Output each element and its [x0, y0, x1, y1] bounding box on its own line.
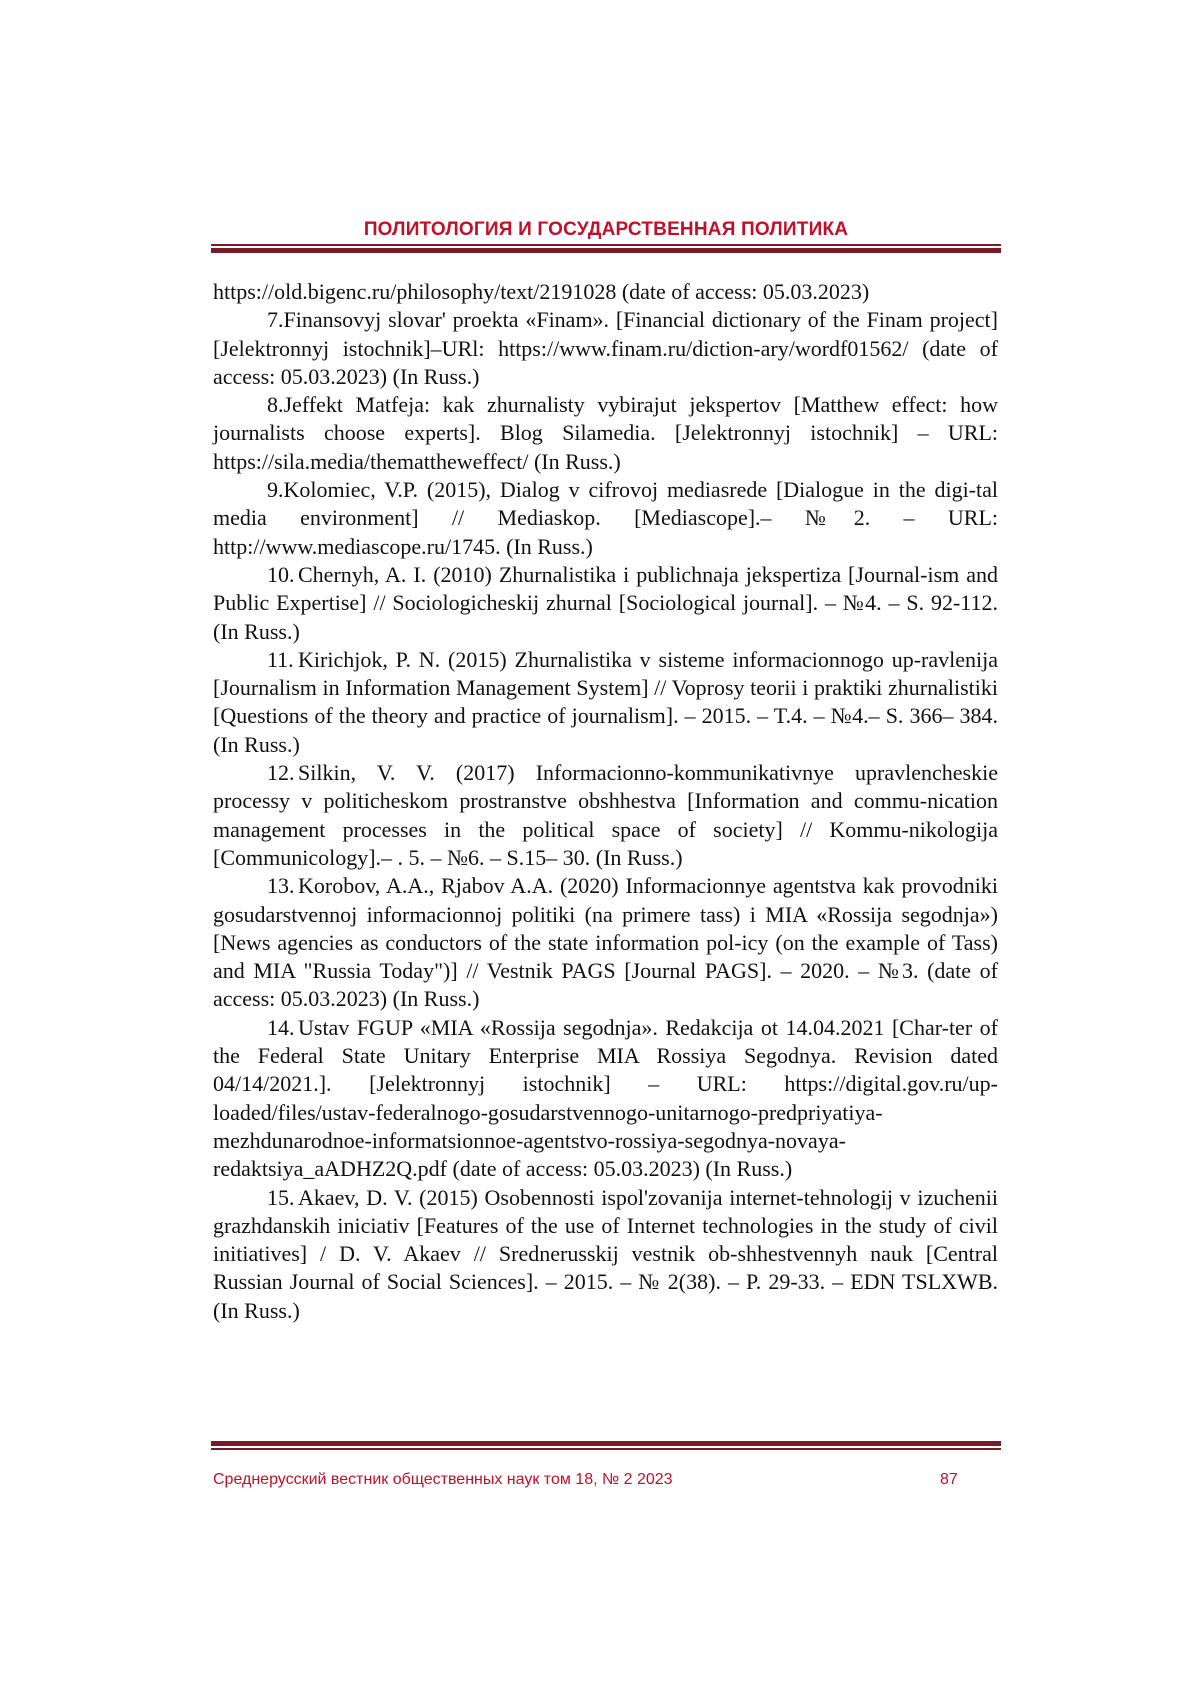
reference-text: Korobov, A.A., Rjabov A.A. (2020) Informacionnye agentstva kak provodniki gosudarstvennoj informacionnoj politiki (na primere tass) i MIA «Rossija segodnja») [News agencies as conductors of the state information pol-icy (on the example of Tass) and MIA "Russia Today")] // Vestnik PAGS [Journal PAGS]. – 2020. – №3. (date of access: 05.03.2023) (In Russ.) — [213, 873, 998, 1012]
reference-text: Chernyh, A. I. (2010) Zhurnalistika i publichnaja jekspertiza [Journal-ism and Public Expertise] // Sociologicheskij zhurnal [Sociological journal]. – №4. – S. 92-112. (In Russ.) — [213, 561, 998, 644]
reference-number: 8. — [267, 392, 284, 418]
reference-number: 9. — [267, 477, 284, 503]
reference-number: 13. — [267, 873, 295, 899]
reference-item — [213, 306, 998, 391]
reference-number: 11. — [267, 646, 294, 672]
reference-number: 14. — [267, 1014, 295, 1040]
section-title: ПОЛИТОЛОГИЯ И ГОСУДАРСТВЕННАЯ ПОЛИТИКА — [363, 219, 849, 240]
reference-item — [213, 391, 998, 476]
reference-item — [213, 1014, 998, 1184]
reference-number: 10. — [267, 561, 295, 587]
reference-text: Ustav FGUP «MIA «Rossija segodnja». Redakcija ot 14.04.2021 [Char-ter of the Federal State Unitary Enterprise MIA Rossiya Segodnya. Revision dated 04/14/2021.]. [Jelektronnyj istochnik] – URL: https://digital.gov.ru/up-loaded/files/ustav-federalnogo-gosudarstvennogo-unitarnogo-predpriyatiya-mezhdunarodnoe-informatsionnoe-agentstvo-rossiya-segodnya-novaya-redaktsiya_aADHZ2Q.pdf (date of access: 05.03.2023) (In Russ.) — [213, 1014, 998, 1182]
reference-continuation: https://old.bigenc.ru/philosophy/text/2191028 (date of access: 05.03.2023) — [213, 279, 870, 304]
page-number: 87 — [940, 1471, 958, 1488]
reference-text: Jeffekt Matfeja: kak zhurnalisty vybirajut jekspertov [Matthew effect: how journalists choose experts]. Blog Silamedia. [Jelektronnyj istochnik] – URL: https://sila.media/themattheweffect/ (In Russ.) — [213, 392, 998, 474]
reference-number: 12. — [267, 760, 295, 786]
reference-item — [213, 1184, 998, 1325]
reference-text: Finansovyj slovar' proekta «Finam». [Financial dictionary of the Finam project] [Jelektronnyj istochnik]–URl: https://www.finam.ru/diction-ary/wordf01562/ (date of access: 05.03.2023) (In Russ.) — [213, 307, 998, 389]
reference-text: Kolomiec, V.P. (2015), Dialog v cifrovoj mediasrede [Dialogue in the digi-tal media environment] // Mediaskop. [Mediascope].– №2. – URL: http://www.mediascope.ru/1745. (In Russ.) — [213, 477, 998, 559]
reference-item — [213, 561, 998, 646]
reference-item — [213, 872, 998, 1013]
reference-item — [213, 759, 998, 872]
reference-number: 15. — [267, 1184, 295, 1210]
reference-number: 7. — [267, 307, 284, 333]
footer-journal-name: Среднерусский вестник общественных наук том 18, № 2 2023 — [213, 1471, 673, 1488]
reference-text: Kirichjok, P. N. (2015) Zhurnalistika v sisteme informacionnogo up-ravlenija [Journalism in Information Management System] // Voprosy teorii i praktiki zhurnalistiki [Questions of the theory and practice of journalism]. – 2015. – T.4. – №4.– S. 366– 384. (In Russ.) — [213, 646, 998, 757]
reference-item — [213, 476, 998, 561]
references-list — [213, 278, 998, 1325]
header-divider — [211, 244, 1001, 253]
reference-text: Silkin, V. V. (2017) Informacionno-kommunikativnye upravlencheskie processy v politicheskom prostranstve obshhestva [Information and commu-nication management processes in the political space of society] // Kommu-nikologija [Communicology].– . 5. – №6. – S.15– 30. (In Russ.) — [213, 760, 998, 870]
reference-text: Akaev, D. V. (2015) Osobennosti ispol'zovanija internet-tehnologij v izuchenii grazhdanskih iniciativ [Features of the use of Internet technologies in the study of civil initiatives] / D. V. Akaev // Srednerusskij vestnik ob-shhestvennyh nauk [Central Russian Journal of Social Sciences]. – 2015. – № 2(38). – P. 29-33. – EDN TSLXWB. (In Russ.) — [213, 1184, 998, 1323]
reference-item — [213, 646, 998, 759]
footer-divider — [211, 1441, 1001, 1450]
